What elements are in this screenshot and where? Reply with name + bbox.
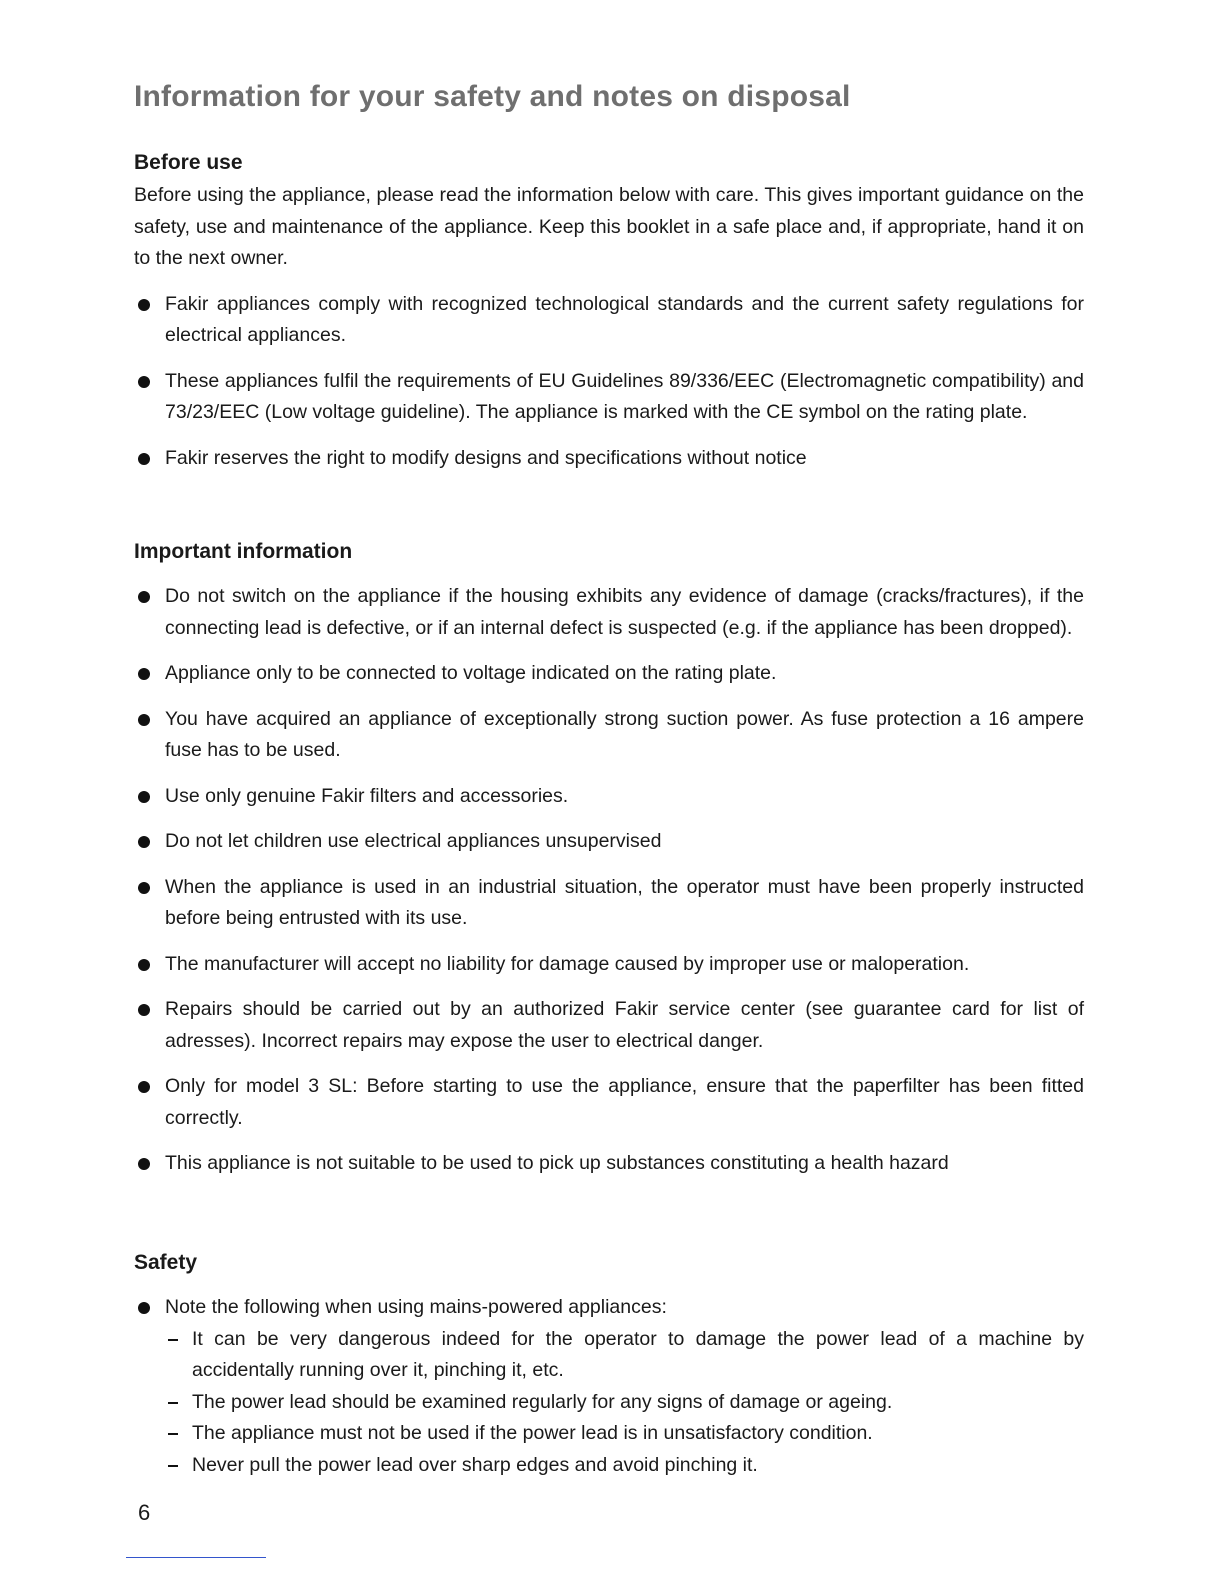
intro-paragraph: Before using the appliance, please read the information below with care. This gives important guidance on the safety, use and maintenance of the appliance. Keep this booklet in a safe place and, if appropriate, hand it on to the next owner. bbox=[134, 184, 1084, 269]
sublist-item-text: Never pull the power lead over sharp edges and avoid pinching it. bbox=[192, 1453, 758, 1476]
page-title: Information for your safety and notes on disposal bbox=[134, 80, 851, 113]
list-item-text: The manufacturer will accept no liability for damage caused by improper use or maloperation. bbox=[165, 952, 970, 975]
list-item bbox=[134, 994, 1084, 1057]
bullet-icon bbox=[138, 668, 150, 680]
list-item-text: Fakir appliances comply with recognized technological standards and the current safety regulations for electrical appliances. bbox=[165, 292, 1084, 346]
list-item bbox=[134, 781, 1084, 813]
footer-divider bbox=[126, 1557, 266, 1558]
list-item-text: These appliances fulfil the requirements of EU Guidelines 89/336/EEC (Electromagnetic compatibility) and 73/23/EEC (Low voltage guideline). The appliance is marked with the CE symbol on the rating plate. bbox=[165, 369, 1084, 423]
sublist-item-text: It can be very dangerous indeed for the operator to damage the power lead of a machine by accidentally running over it, pinching it, etc. bbox=[192, 1327, 1084, 1381]
bullet-icon bbox=[138, 376, 150, 388]
bullet-icon bbox=[138, 1302, 150, 1314]
bullet-icon bbox=[138, 882, 150, 894]
list-item-text: Do not let children use electrical appliances unsupervised bbox=[165, 830, 662, 852]
section-heading-important: Important information bbox=[134, 540, 353, 563]
sublist-item bbox=[165, 1450, 1084, 1482]
list-item-text: Repairs should be carried out by an authorized Fakir service center (see guarantee card for list of adresses). Incorrect repairs may expose the user to electrical danger. bbox=[165, 998, 1084, 1052]
list-item-text: Do not switch on the appliance if the housing exhibits any evidence of damage (cracks/fractures), if the connecting lead is defective, or if an internal defect is suspected (e.g. if the appliance has been dropped). bbox=[165, 585, 1084, 639]
important-list bbox=[134, 581, 1084, 1180]
safety-list bbox=[134, 1292, 1084, 1481]
safety-sublist bbox=[165, 1324, 1084, 1482]
list-item bbox=[134, 826, 1084, 858]
dash-icon bbox=[168, 1402, 178, 1404]
list-item-text: Fakir reserves the right to modify designs and specifications without notice bbox=[165, 446, 807, 469]
list-item bbox=[134, 1071, 1084, 1134]
bullet-icon bbox=[138, 836, 150, 848]
section-important-information bbox=[134, 537, 1084, 1180]
bullet-icon bbox=[138, 1081, 150, 1093]
list-item bbox=[134, 1148, 1084, 1180]
bullet-icon bbox=[138, 791, 150, 803]
list-item bbox=[134, 289, 1084, 352]
list-item-text: You have acquired an appliance of exceptionally strong suction power. As fuse protection a 16 ampere fuse has to be used. bbox=[165, 707, 1084, 761]
bullet-icon bbox=[138, 1004, 150, 1016]
list-item bbox=[134, 704, 1084, 767]
bullet-icon bbox=[138, 714, 150, 726]
list-item bbox=[134, 949, 1084, 981]
list-item-text: Appliance only to be connected to voltage indicated on the rating plate. bbox=[165, 662, 777, 684]
sublist-item-text: The appliance must not be used if the power lead is in unsatisfactory condition. bbox=[192, 1422, 873, 1444]
dash-icon bbox=[168, 1465, 178, 1467]
sublist-item bbox=[165, 1418, 1084, 1450]
list-item bbox=[134, 581, 1084, 644]
bullet-icon bbox=[138, 591, 150, 603]
list-item-text: This appliance is not suitable to be used to pick up substances constituting a health hazard bbox=[165, 1152, 949, 1174]
sublist-item bbox=[165, 1387, 1084, 1419]
list-item bbox=[134, 1292, 1084, 1481]
bullet-icon bbox=[138, 299, 150, 311]
list-item-text: Use only genuine Fakir filters and accessories. bbox=[165, 784, 569, 807]
list-item bbox=[134, 366, 1084, 429]
list-item-text: Note the following when using mains-powered appliances: bbox=[165, 1296, 667, 1318]
sublist-item bbox=[165, 1324, 1084, 1387]
sublist-item-text: The power lead should be examined regularly for any signs of damage or ageing. bbox=[192, 1390, 893, 1413]
list-item bbox=[134, 872, 1084, 935]
list-item bbox=[134, 658, 1084, 690]
dash-icon bbox=[168, 1339, 178, 1341]
section-heading-before-use: Before use bbox=[134, 151, 243, 174]
list-item bbox=[134, 443, 1084, 475]
list-item-text: When the appliance is used in an industrial situation, the operator must have been properly instructed before being entrusted with its use. bbox=[165, 875, 1084, 929]
section-heading-safety: Safety bbox=[134, 1251, 198, 1274]
section-safety bbox=[134, 1248, 1084, 1481]
bullet-icon bbox=[138, 1158, 150, 1170]
dash-icon bbox=[168, 1433, 178, 1435]
list-item-text: Only for model 3 SL: Before starting to use the appliance, ensure that the paperfilter has been fitted correctly. bbox=[165, 1075, 1084, 1129]
bullet-icon bbox=[138, 959, 150, 971]
bullet-icon bbox=[138, 453, 150, 465]
before-use-list bbox=[134, 289, 1084, 475]
section-before-use bbox=[134, 148, 1084, 474]
page-number: 6 bbox=[138, 1500, 151, 1525]
